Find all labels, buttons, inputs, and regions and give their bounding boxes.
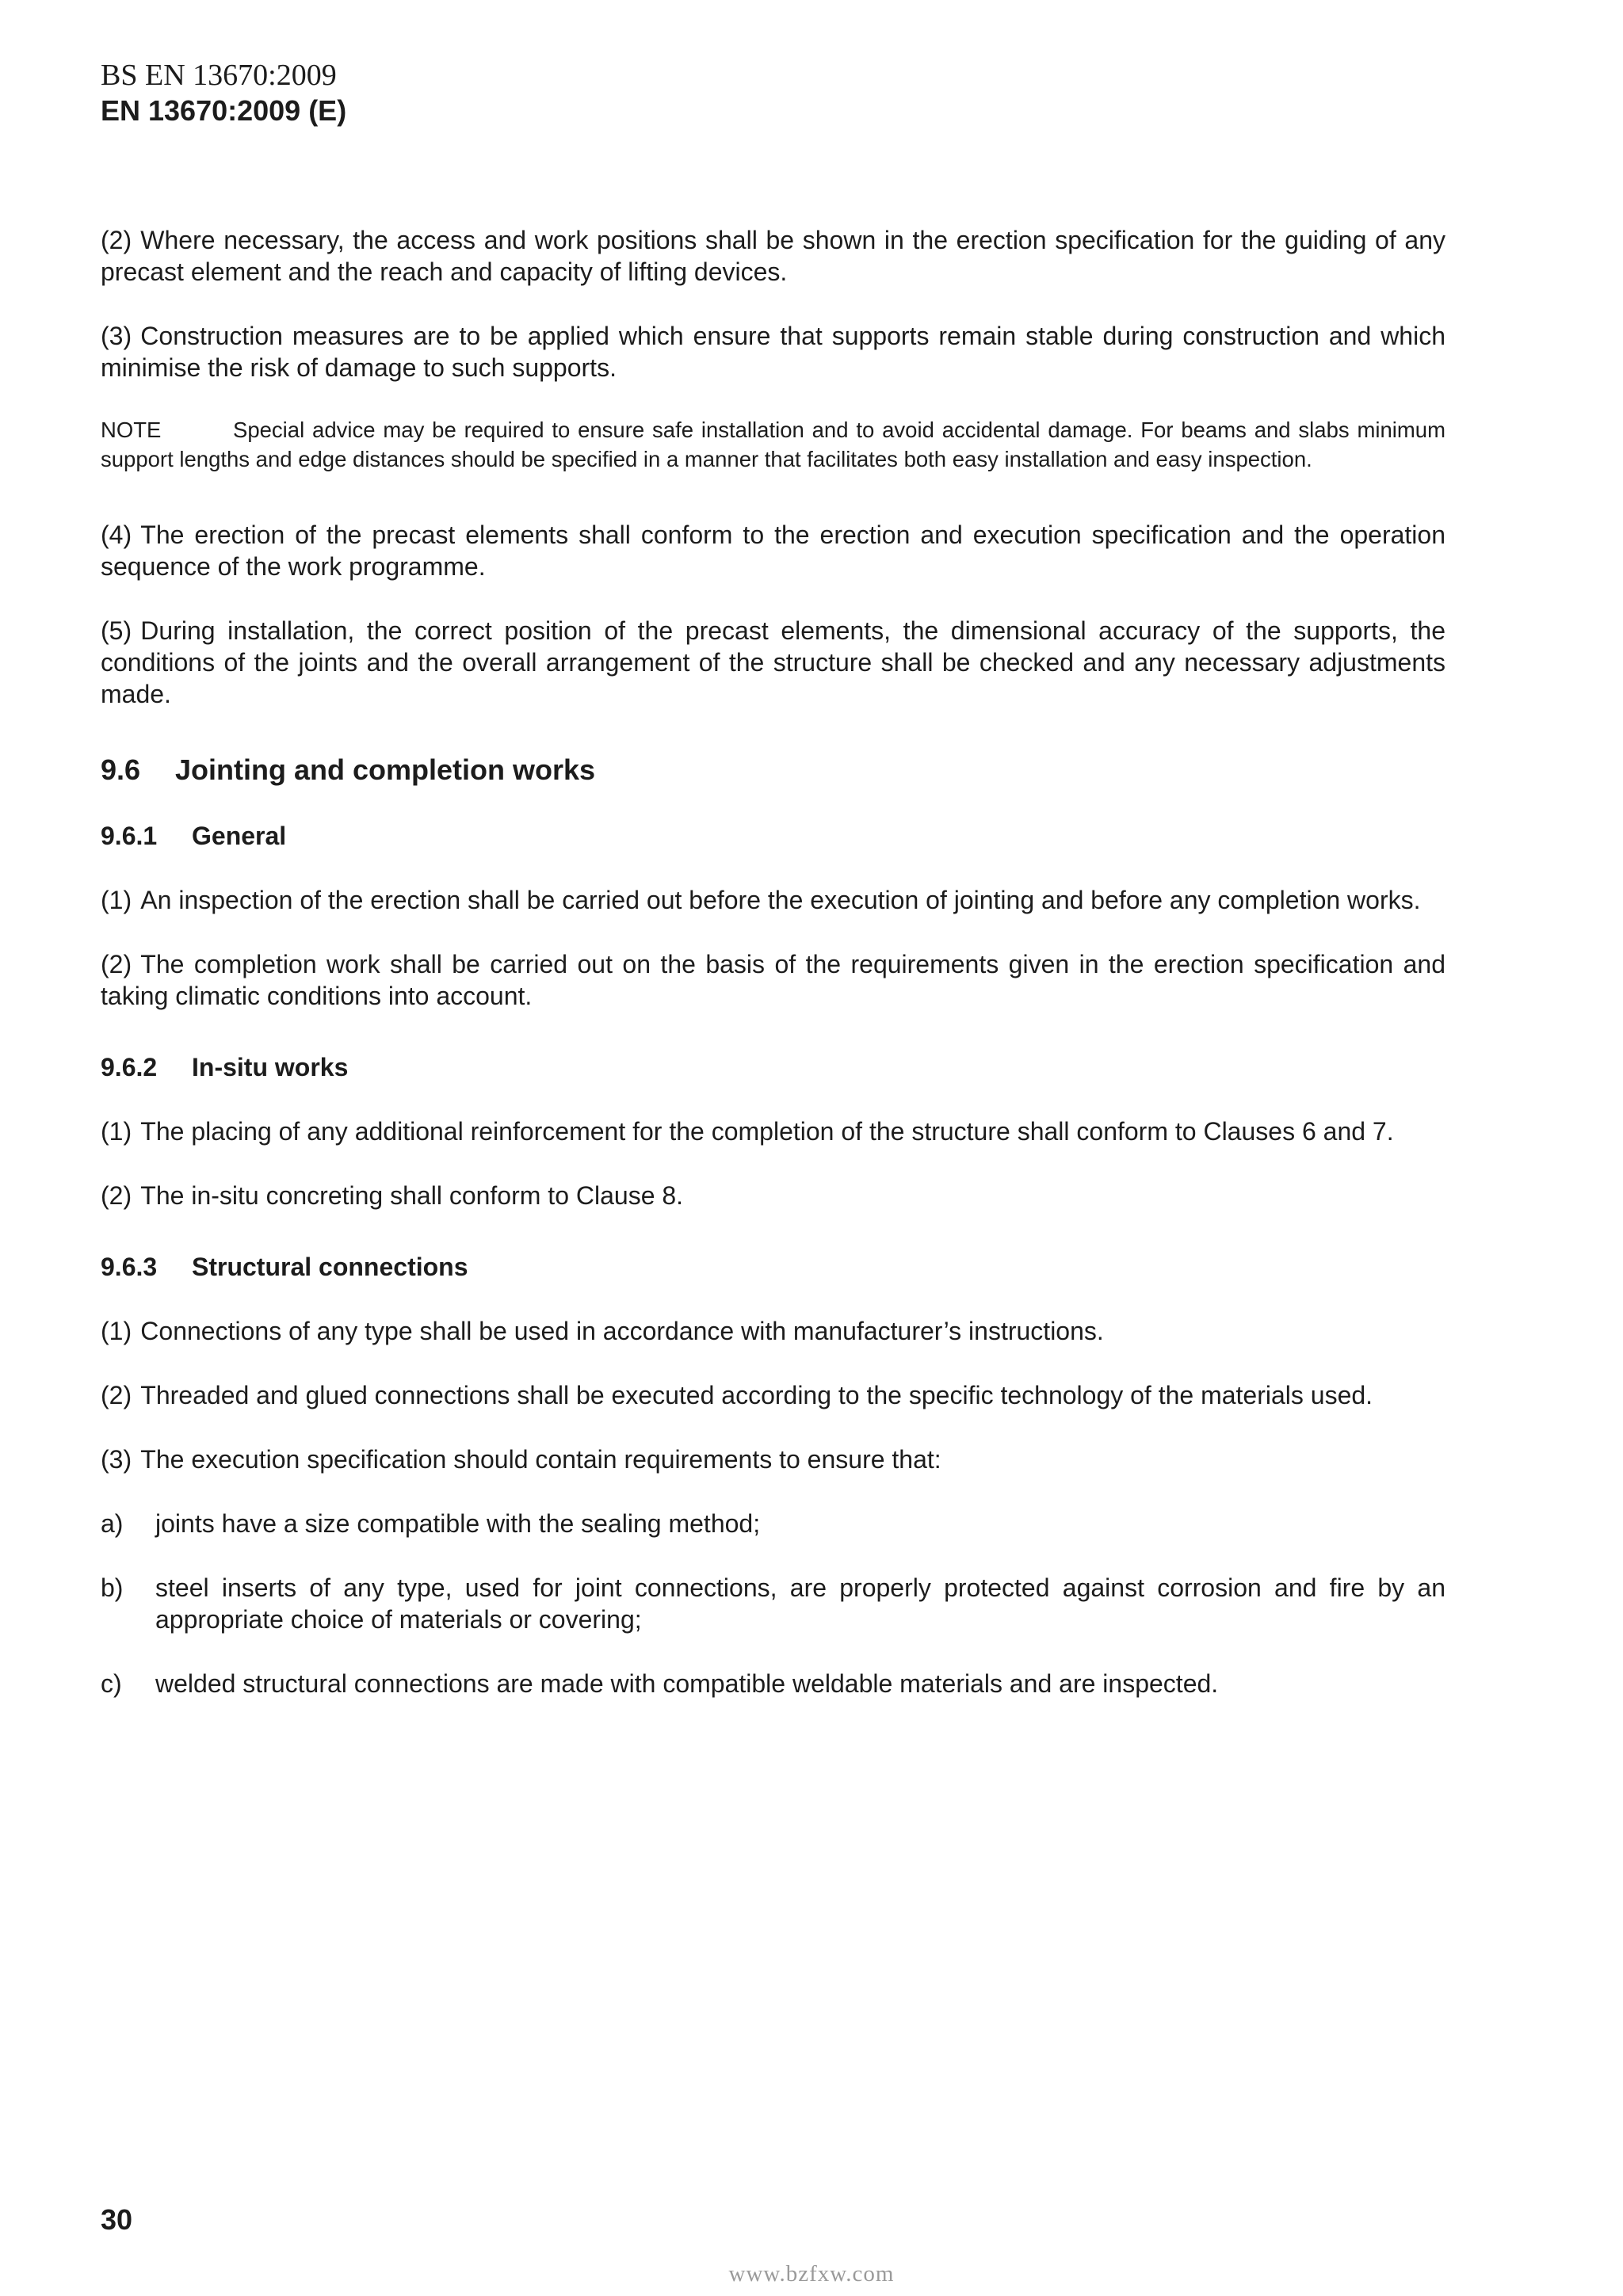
paragraph-3 <box>101 320 1445 383</box>
paragraph-number: (2) <box>101 1381 132 1409</box>
paragraph-9-6-2-1 <box>101 1116 1445 1147</box>
paragraph-text: An inspection of the erection shall be carried out before the execution of jointing and before any completion works. <box>140 886 1421 914</box>
paragraph-9-6-2-2 <box>101 1180 1445 1211</box>
paragraph-9-6-3-3 <box>101 1444 1445 1475</box>
list-item-c <box>101 1668 1445 1699</box>
list-item-a <box>101 1508 1445 1539</box>
page-body <box>101 224 1445 1732</box>
paragraph-9-6-1-1 <box>101 884 1445 916</box>
paragraph-text: The erection of the precast elements shall conform to the erection and execution specification and the operation sequence of the work programme. <box>101 521 1445 581</box>
paragraph-text: Where necessary, the access and work positions shall be shown in the erection specification for the guiding of any precast element and the reach and capacity of lifting devices. <box>101 226 1445 286</box>
paragraph-number: (1) <box>101 1317 132 1345</box>
standard-designation-en: EN 13670:2009 (E) <box>101 94 347 127</box>
paragraph-number: (2) <box>101 226 132 254</box>
standard-designation: BS EN 13670:2009 <box>101 59 337 92</box>
paragraph-number: (3) <box>101 1445 132 1474</box>
list-text: steel inserts of any type, used for joint connections, are properly protected against corrosion and fire by an appropriate choice of materials or covering; <box>155 1573 1445 1634</box>
note-label: NOTE <box>101 418 162 442</box>
note-text: Special advice may be required to ensure safe installation and to avoid accidental damage. For beams and slabs minimum support lengths and edge distances should be specified in a manner that facilitates both easy installation and easy inspection. <box>101 418 1445 471</box>
paragraph-text: Construction measures are to be applied which ensure that supports remain stable during construction and which minimise the risk of damage to such supports. <box>101 322 1445 382</box>
list-marker: a) <box>101 1509 124 1538</box>
section-heading-9-6 <box>101 753 1445 788</box>
paragraph-text: The completion work shall be carried out on the basis of the requirements given in the erection specification and taking climatic conditions into account. <box>101 950 1445 1010</box>
paragraph-9-6-3-2 <box>101 1379 1445 1411</box>
list-item-b <box>101 1572 1445 1635</box>
section-title: General <box>192 822 287 850</box>
paragraph-4 <box>101 519 1445 582</box>
paragraph-number: (4) <box>101 521 132 549</box>
list-text: joints have a size compatible with the sealing method; <box>155 1509 761 1538</box>
paragraph-number: (1) <box>101 886 132 914</box>
paragraph-number: (3) <box>101 322 132 350</box>
section-number: 9.6 <box>101 753 141 786</box>
page-number: 30 <box>101 2203 133 2236</box>
paragraph-number: (2) <box>101 1181 132 1210</box>
paragraph-number: (1) <box>101 1117 132 1146</box>
section-number: 9.6.1 <box>101 822 158 850</box>
list-marker: b) <box>101 1573 124 1602</box>
note <box>101 416 1445 474</box>
subsection-heading-9-6-2 <box>101 1051 1445 1083</box>
paragraph-text: The placing of any additional reinforcement for the completion of the structure shall conform to Clauses 6 and 7. <box>140 1117 1394 1146</box>
paragraph-text: The in-situ concreting shall conform to Clause 8. <box>140 1181 684 1210</box>
paragraph-text: During installation, the correct position of the precast elements, the dimensional accuracy of the supports, the conditions of the joints and the overall arrangement of the structure shall be checked and any necessary adjustments made. <box>101 616 1445 708</box>
subsection-heading-9-6-3 <box>101 1251 1445 1283</box>
paragraph-9-6-1-2 <box>101 948 1445 1012</box>
section-title: In-situ works <box>192 1053 349 1081</box>
paragraph-number: (5) <box>101 616 132 645</box>
paragraph-9-6-3-1 <box>101 1315 1445 1347</box>
paragraph-text: Threaded and glued connections shall be executed according to the specific technology of the materials used. <box>140 1381 1373 1409</box>
section-number: 9.6.3 <box>101 1253 158 1281</box>
paragraph-5 <box>101 615 1445 710</box>
list-marker: c) <box>101 1669 122 1698</box>
paragraph-text: The execution specification should contain requirements to ensure that: <box>140 1445 941 1474</box>
section-number: 9.6.2 <box>101 1053 158 1081</box>
section-title: Jointing and completion works <box>175 753 596 786</box>
section-title: Structural connections <box>192 1253 468 1281</box>
paragraph-number: (2) <box>101 950 132 978</box>
list-text: welded structural connections are made with compatible weldable materials and are inspected. <box>155 1669 1219 1698</box>
subsection-heading-9-6-1 <box>101 820 1445 852</box>
paragraph-2 <box>101 224 1445 288</box>
watermark: www.bzfxw.com <box>728 2261 895 2286</box>
paragraph-text: Connections of any type shall be used in accordance with manufacturer’s instructions. <box>140 1317 1104 1345</box>
